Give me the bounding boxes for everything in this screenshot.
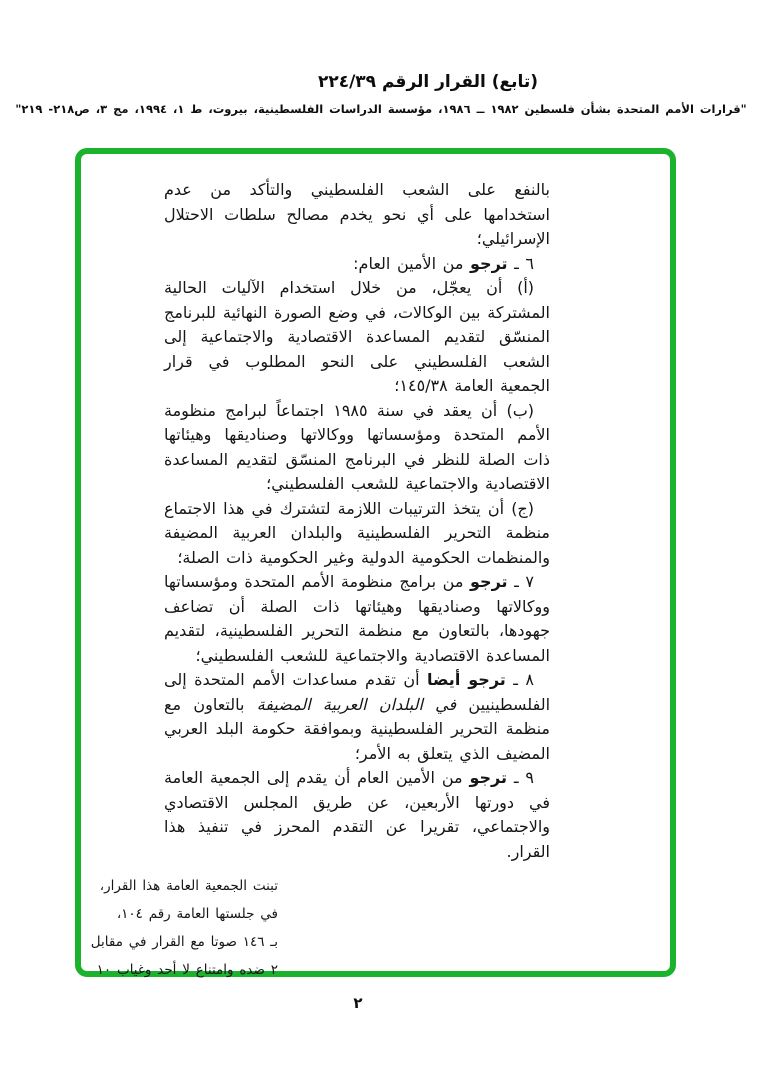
adoption-note-line: بـ ١٤٦ صوتا مع القرار في مقابل (90, 934, 278, 950)
text-run: (ب) أن يعقد في سنة ١٩٨٥ اجتماعاً لبرامج منظومة الأمم المتحدة ومؤسساتها ووكالاتها وصناديقها وهيئاتها ذات الصلة للنظر في البرنامج المنسّق لتقديم المساعدة الاقتصادية والاجتماعية للشعب الفلسطيني؛ (164, 400, 550, 493)
text-run: ٦ ـ (507, 253, 534, 273)
bold-term: ترجو (470, 572, 508, 591)
bold-term: ترجو (470, 253, 508, 273)
italic-phrase: في البلدان العربية المضيفة (256, 694, 457, 714)
text-run: أن تقدم مساعدات الأمم المتحدة إلى الفلسطينيين (164, 670, 551, 714)
adoption-note (90, 872, 278, 984)
text-run: ٧ ـ (507, 572, 534, 591)
text-run: من برامج منظومة الأمم المتحدة ومؤسساتها ووكالاتها وصناديقها وهيئاتها ذات الصلة أن تضاعف جهودها، بالتعاون مع منظمة التحرير الفلسطينية، لتقديم المساعدة الاقتصادية والاجتماعية للشعب الفلسطيني؛ (164, 572, 550, 665)
paragraph (164, 668, 550, 766)
paragraph (164, 570, 550, 668)
paragraph (164, 497, 550, 571)
text-run: (أ) أن يعجّل، من خلال استخدام الآليات الحالية المشتركة بين الوكالات، في وضع الصورة النهائية للبرنامج المنسّق لتقديم المساعدة الاقتصادية والاجتماعية إلى الشعب الفلسطيني على النحو المطلوب في قرار الجمعية العامة ١٤٥/٣٨؛ (164, 278, 550, 395)
paragraph (164, 399, 550, 497)
resolution-text (90, 178, 551, 984)
text-run: بالتعاون مع منظمة التحرير الفلسطينية وبموافقة حكومة البلد العربي المضيف الذي يتعلق به الأمر؛ (164, 694, 550, 763)
text-run: (ج) أن يتخذ الترتيبات اللازمة لتشترك في هذا الاجتماع منظمة التحرير الفلسطينية والبلدان العربية المضيفة والمنظمات الحكومية الدولية وغير الحكومية ذات الصلة؛ (164, 498, 550, 567)
page-number: ٢ (353, 994, 363, 1012)
paragraph (164, 766, 550, 864)
paragraph (164, 276, 550, 399)
text-run: من الأمين العام: (353, 253, 471, 273)
text-run: ٩ ـ (506, 768, 534, 787)
adoption-note-line: تبنت الجمعية العامة هذا القرار، (99, 878, 278, 894)
text-run: ٨ ـ (505, 670, 535, 689)
bold-term: ترجو أيضا (427, 670, 506, 689)
paragraph (164, 178, 550, 252)
resolution-title: (تابع) القرار الرقم ٢٢٤/٣٩ (317, 72, 539, 92)
source-citation: "قرارات الأمم المتحدة بشأن فلسطين ١٩٨٢ ــ ١٩٨٦، مؤسسة الدراسات الفلسطينية، بيروت، ط ١، ١٩٩٤، مج ٣، ص٢١٨- ٢١٩" (15, 102, 747, 116)
adoption-note-line: في جلستها العامة رقم ١٠٤، (116, 906, 278, 922)
text-run: بالنفع على الشعب الفلسطيني والتأكد من عدم استخدامها على أي نحو يخدم مصالح سلطات الاحتلال الإسرائيلي؛ (164, 180, 550, 248)
bold-term: ترجو (469, 768, 507, 787)
text-run: من الأمين العام أن يقدم إلى الجمعية العامة في دورتها الأربعين، عن طريق المجلس الاقتصادي والاجتماعي، تقريرا عن التقدم المحرز في تنفيذ هذا القرار. (164, 768, 550, 861)
paragraph (164, 252, 550, 277)
adoption-note-line: ٢ ضده وامتناع لا أحد وغياب ١٠ (96, 962, 278, 978)
